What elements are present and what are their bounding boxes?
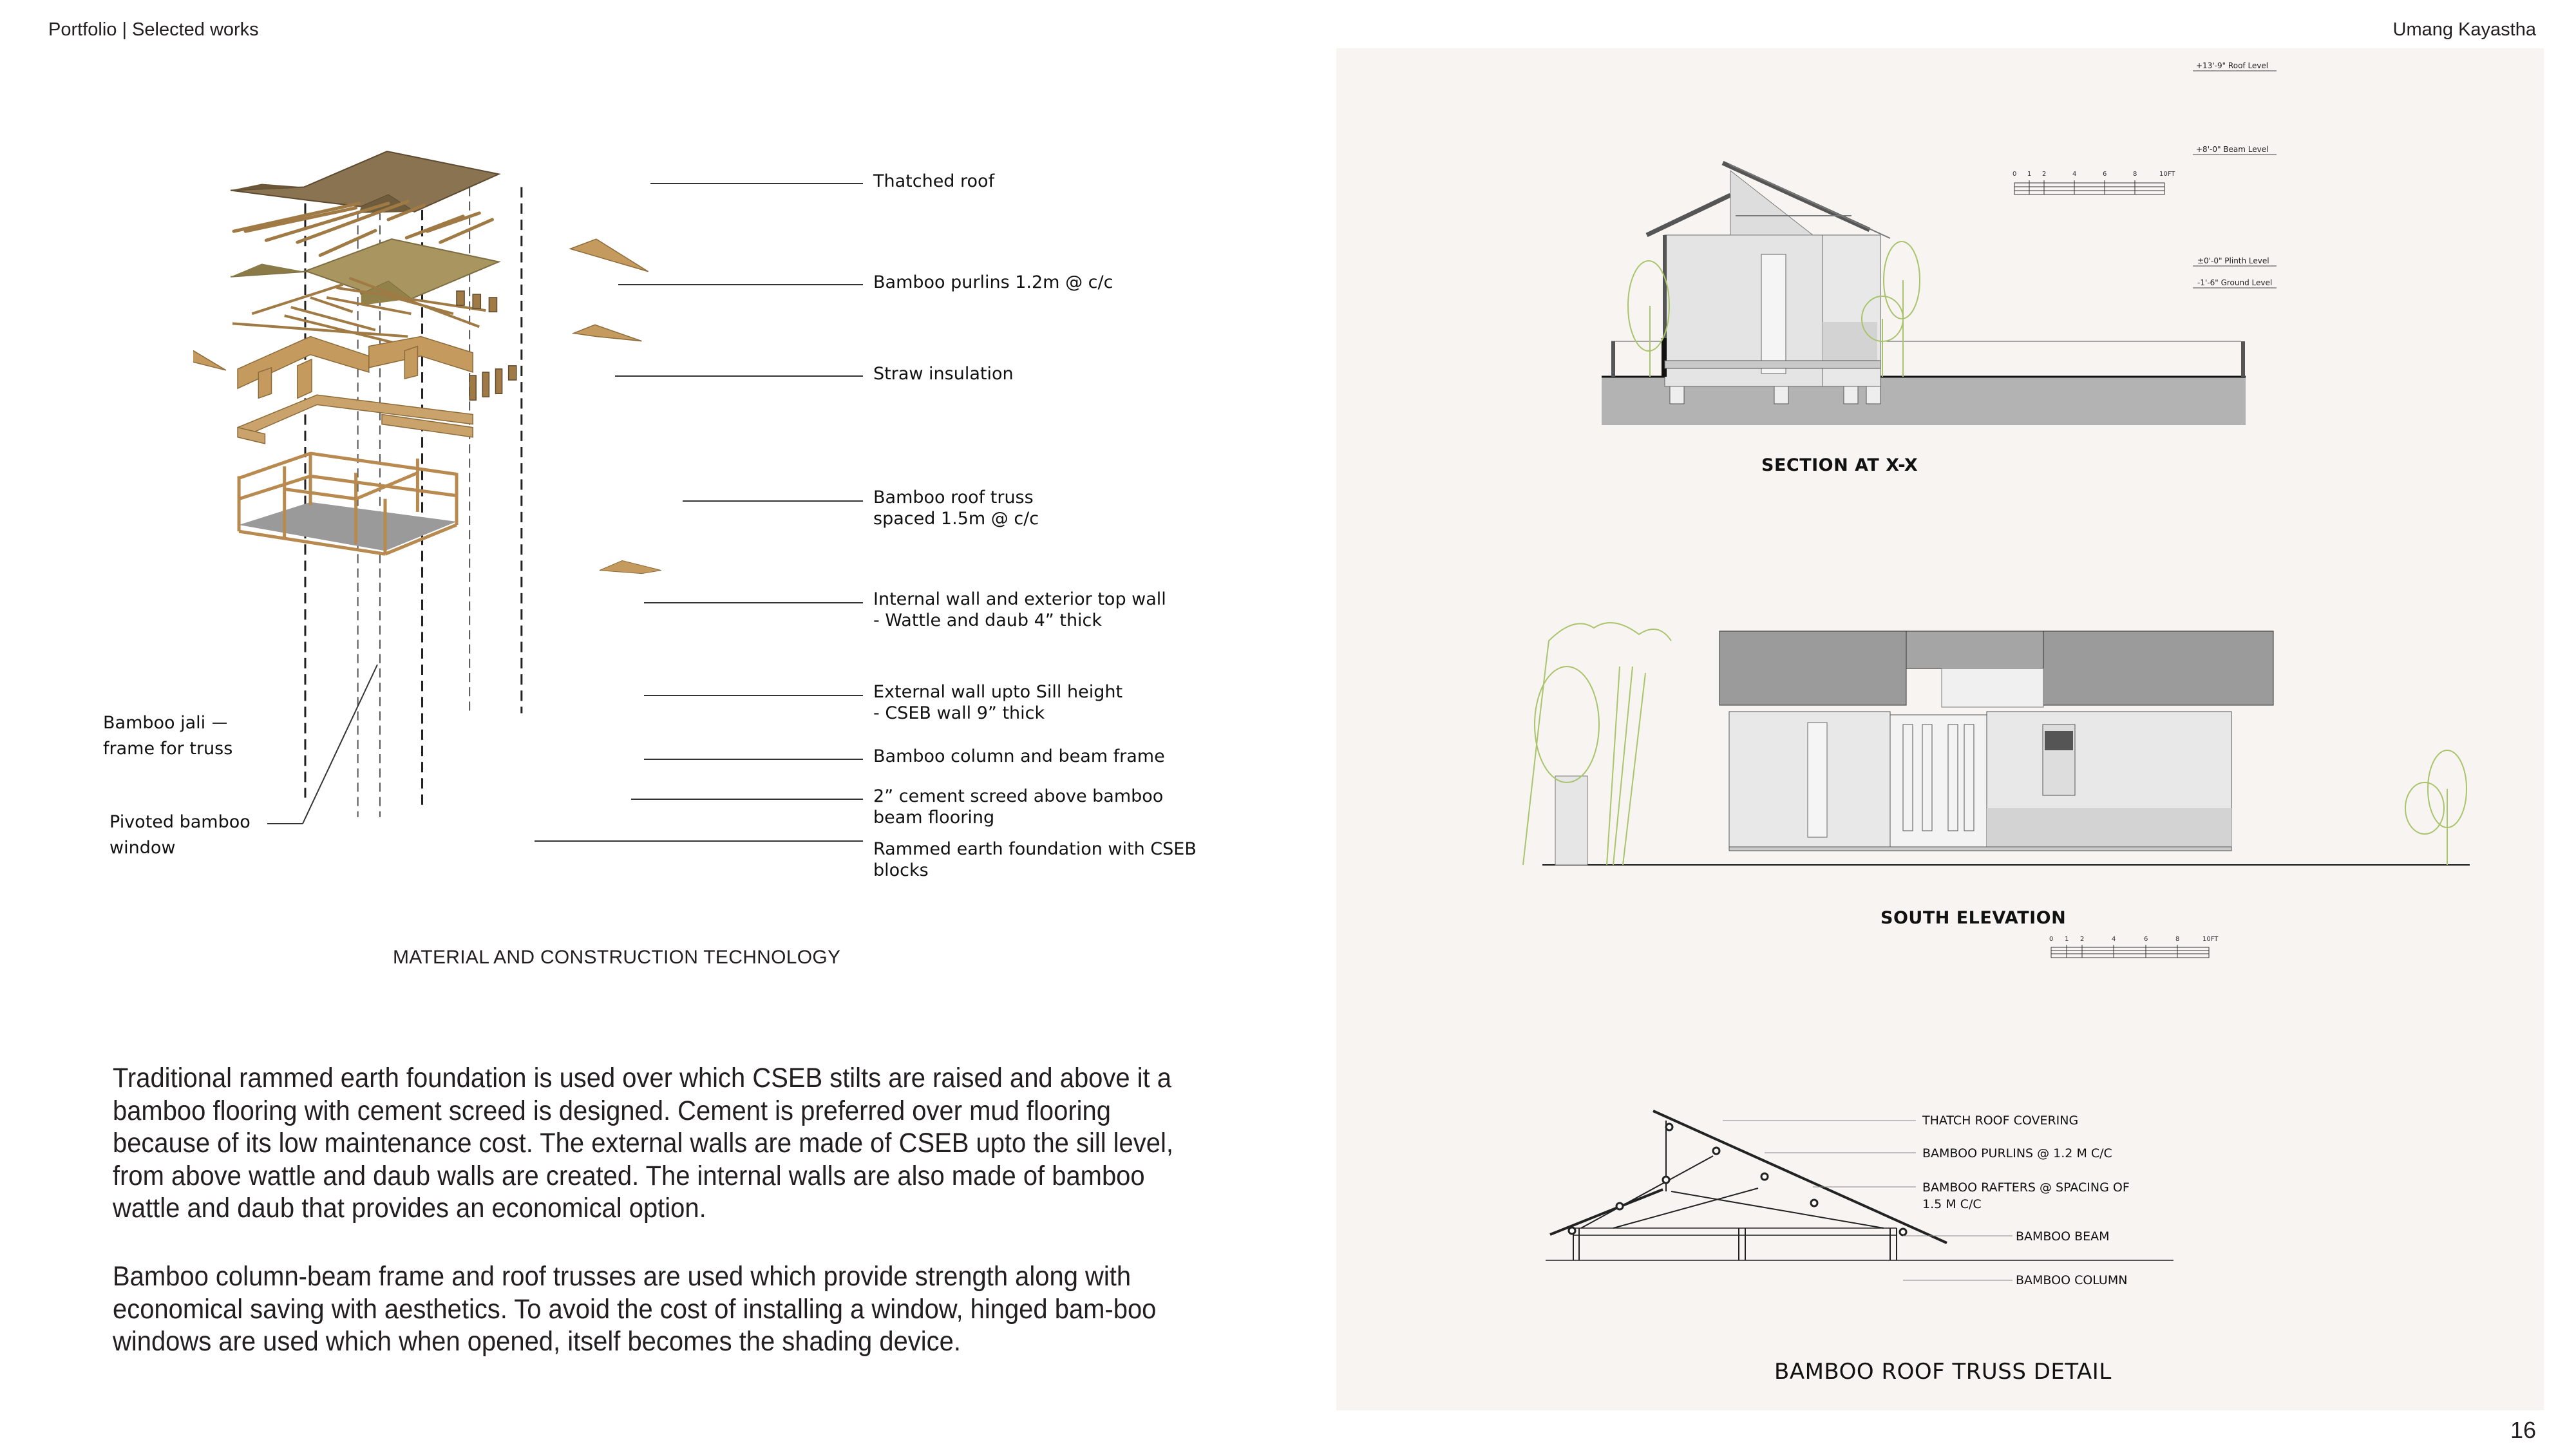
leader-line <box>301 663 379 826</box>
callout-label: Thatched roof <box>873 171 995 191</box>
callout-label: Bamboo column and beam frame <box>873 746 1165 766</box>
truss-label-rafters-spacing: 1.5 M C/C <box>1922 1197 1982 1211</box>
header-author-name: Umang Kayastha <box>2392 19 2536 40</box>
leader-line <box>213 723 227 724</box>
scale-tick: 10FT <box>2159 171 2175 178</box>
scale-tick: 6 <box>2103 171 2107 178</box>
callout-label: window <box>109 838 176 858</box>
exploded-axonometric-drawing <box>193 148 876 902</box>
truss-label-thatch: THATCH ROOF COVERING <box>1922 1113 2079 1128</box>
callout-label: beam flooring <box>873 808 995 828</box>
leader-line <box>644 695 863 696</box>
header-portfolio-label: Portfolio | Selected works <box>48 19 259 40</box>
leader-line <box>650 183 863 184</box>
level-plinth: ±0'-0" Plinth Level <box>2197 256 2269 265</box>
callout-label: - CSEB wall 9” thick <box>873 703 1045 723</box>
callout-label: Rammed earth foundation with CSEB <box>873 839 1197 859</box>
elevation-title: SOUTH ELEVATION <box>1880 908 2067 928</box>
leader-line <box>683 500 863 502</box>
level-ground: -1'-6" Ground Level <box>2197 278 2273 287</box>
scale-tick: 2 <box>2080 936 2085 943</box>
truss-detail-title: BAMBOO ROOF TRUSS DETAIL <box>1774 1359 2112 1385</box>
callout-label: frame for truss <box>103 739 233 759</box>
page-number: 16 <box>2510 1417 2536 1443</box>
bamboo-column-beam-frame <box>239 452 457 554</box>
truss-label-rafters: BAMBOO RAFTERS @ SPACING OF <box>1922 1180 2130 1195</box>
callout-label: - Wattle and daub 4” thick <box>873 611 1103 630</box>
scale-tick: 2 <box>2042 171 2047 178</box>
thatched-roof-layer <box>231 151 499 213</box>
elevation-scale-bar <box>2051 945 2209 958</box>
leader-line <box>267 823 303 824</box>
scale-tick: 1 <box>2065 936 2069 943</box>
scale-tick: 1 <box>2027 171 2032 178</box>
leader-line <box>615 375 863 377</box>
axonometric-caption: MATERIAL AND CONSTRUCTION TECHNOLOGY <box>393 947 841 968</box>
section-scale-bar <box>2014 180 2164 194</box>
scale-tick: 0 <box>2012 171 2017 178</box>
callout-label: Pivoted bamboo <box>109 812 251 832</box>
leader-line <box>535 840 863 842</box>
leader-line <box>644 759 863 760</box>
scale-tick: 6 <box>2144 936 2148 943</box>
callout-label: spaced 1.5m @ c/c <box>873 509 1039 529</box>
section-drawing <box>1602 163 2246 425</box>
leader-line <box>618 284 863 285</box>
callout-label: 2” cement screed above bamboo <box>873 786 1164 806</box>
callout-label: Internal wall and exterior top wall <box>873 589 1166 609</box>
body-paragraph-frame: Bamboo column-beam frame and roof trusses are used which provide strength along with economical saving with aesthetics. To avoid the cost of installing a window, hinged bam-boo windows are used which when opened, itself becomes the shading device. <box>113 1262 1157 1357</box>
callout-label: blocks <box>873 860 929 880</box>
drawings-panel <box>1336 48 2544 1410</box>
level-roof: +13'-9" Roof Level <box>2196 61 2269 70</box>
internal-wattle-walls <box>238 337 473 399</box>
leader-line <box>631 799 863 800</box>
callout-label: External wall upto Sill height <box>873 682 1123 702</box>
scale-tick: 4 <box>2072 171 2077 178</box>
scale-tick: 10FT <box>2202 936 2219 943</box>
callout-label: Bamboo roof truss <box>873 488 1034 507</box>
scale-tick: 8 <box>2133 171 2137 178</box>
south-elevation-drawing <box>1542 631 2470 865</box>
external-cseb-walls <box>238 395 473 444</box>
callout-label: Straw insulation <box>873 364 1014 384</box>
leader-line <box>644 602 863 603</box>
truss-label-purlins: BAMBOO PURLINS @ 1.2 M C/C <box>1922 1146 2112 1160</box>
level-beam: +8'-0" Beam Level <box>2196 145 2269 154</box>
scale-tick: 4 <box>2112 936 2116 943</box>
body-paragraph-foundation: Traditional rammed earth foundation is used over which CSEB stilts are raised and above it a bamboo flooring with cement screed is designed. Cement is preferred over mud flooring because of its low maintenance cost. The external walls are made of CSEB upto the sill level, from above wattle and daub walls are created. The internal walls are also made of bamboo wattle and daub that provides an economical option. <box>113 1063 1173 1224</box>
section-title: SECTION AT X-X <box>1761 455 1918 475</box>
callout-label: Bamboo purlins 1.2m @ c/c <box>873 272 1113 292</box>
scale-tick: 8 <box>2175 936 2180 943</box>
scale-tick: 0 <box>2049 936 2054 943</box>
truss-label-column: BAMBOO COLUMN <box>2016 1273 2128 1287</box>
truss-label-beam: BAMBOO BEAM <box>2016 1229 2110 1244</box>
callout-label: Bamboo jali <box>103 713 206 733</box>
